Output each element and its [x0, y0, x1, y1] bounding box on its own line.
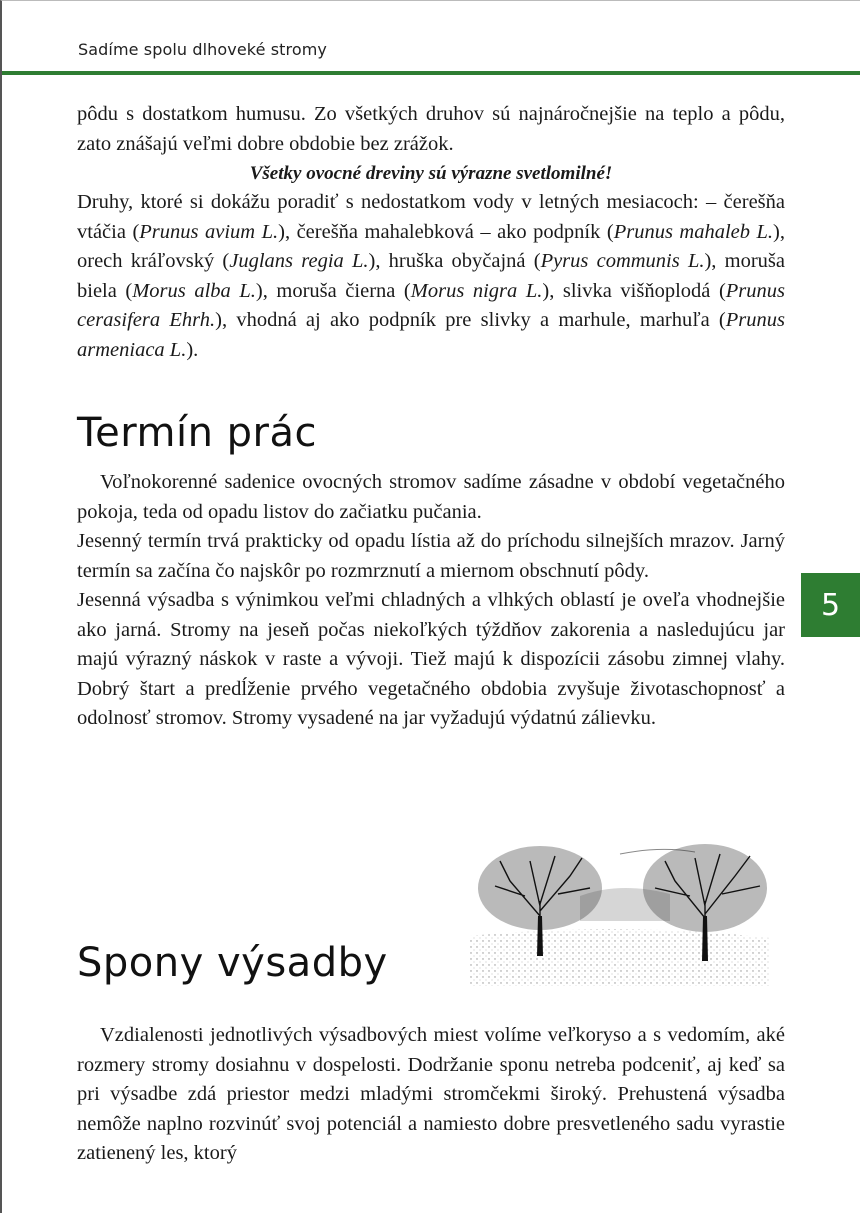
paragraph-dormancy: Voľnokorenné sadenice ovocných stromov sadíme zásadne v období vegetačného pokoja, teda od opadu listov do začiatku pučania.: [77, 471, 785, 523]
species-name: Morus nigra L.: [410, 279, 543, 302]
running-header: Sadíme spolu dlhoveké stromy: [78, 40, 327, 59]
species-name: Prunus mahaleb L.: [613, 220, 774, 243]
paragraph-autumn-spring-term: Jesenný termín trvá prakticky od opadu lístia až do príchodu silnejších mrazov. Jarný termín sa začína čo najskôr po rozmrznutí a miernom obschnutí pôdy.: [77, 530, 785, 582]
paragraph-spacing: Vzdialenosti jednotlivých výsadbových miest volíme veľkoryso a s vedomím, aké rozmery stromy dosiahnu v dospelosti. Dodržanie sponu netreba podceniť, aj keď sa pri výsadbe zdá priestor medzi mladými stromčekmi široký. Prehustená výsadba nemôže naplno rozvinúť svoj potenciál a namiesto dobre presvetleného sadu vyrastie zatienený les, ktorý: [77, 1024, 785, 1164]
paragraph-autumn-planting: Jesenná výsadba s výnimkou veľmi chladných a vlhkých oblastí je oveľa vhodnejšie ako jarná. Stromy na jeseň počas niekoľkých týždňov zakorenia a nasledujúcu jar majú výrazný náskok v raste a vývoji. Tiež majú k dispozícii zásobu zimnej vlahy. Dobrý štart a predĺženie prvého vegetačného obdobia zvyšuje životaschopnosť a odolnosť stromov. Stromy vysadené na jar vyžadujú výdatnú zálievku.: [77, 589, 785, 729]
species-name: Prunus armeniaca L.: [77, 309, 785, 361]
chapter-number: 5: [820, 587, 841, 623]
spacing-body: [77, 1021, 785, 1169]
header-rule: [2, 71, 860, 75]
intro-block: [77, 100, 785, 365]
section-spacing: [77, 940, 785, 986]
section-planting-time: [77, 410, 785, 456]
paragraph-soil: pôdu s dostatkom humusu. Zo všetkých druhov sú najnáročnejšie na teplo a pôdu, zato znášajú veľmi dobre obdobie bez zrážok.: [77, 103, 785, 155]
species-name: Prunus avium L.: [139, 220, 279, 243]
chapter-tab: [801, 573, 860, 637]
planting-time-body: [77, 468, 785, 734]
emphasis-line: Všetky ovocné dreviny sú výrazne svetlomilné!: [249, 163, 613, 184]
section-title-planting-time: Termín prác: [77, 410, 317, 456]
species-name: Morus alba L.: [132, 279, 256, 302]
species-name: Juglans regia L.: [229, 250, 369, 272]
paragraph-species: Druhy, ktoré si dokážu poradiť s nedostatkom vody v letných mesiacoch: – čerešňa vtáčia (Prunus avium L.), čerešňa mahalebková – ako podpník (Prunus mahaleb L.), orech kráľovský (Juglans regia L.), hruška obyčajná (Pyrus communis L.), moruša biela (Morus alba L.), moruša čierna (Morus nigra L.), slivka višňoplodá (Prunus cerasifera Ehrh.), vhodná aj ako podpník pre slivky a marhule, marhuľa (Prunus armeniaca L.).: [77, 191, 786, 361]
section-title-spacing: Spony výsadby: [77, 940, 388, 986]
species-name: Prunus cerasifera Ehrh.: [77, 279, 786, 331]
species-name: Pyrus communis L.: [540, 250, 705, 272]
